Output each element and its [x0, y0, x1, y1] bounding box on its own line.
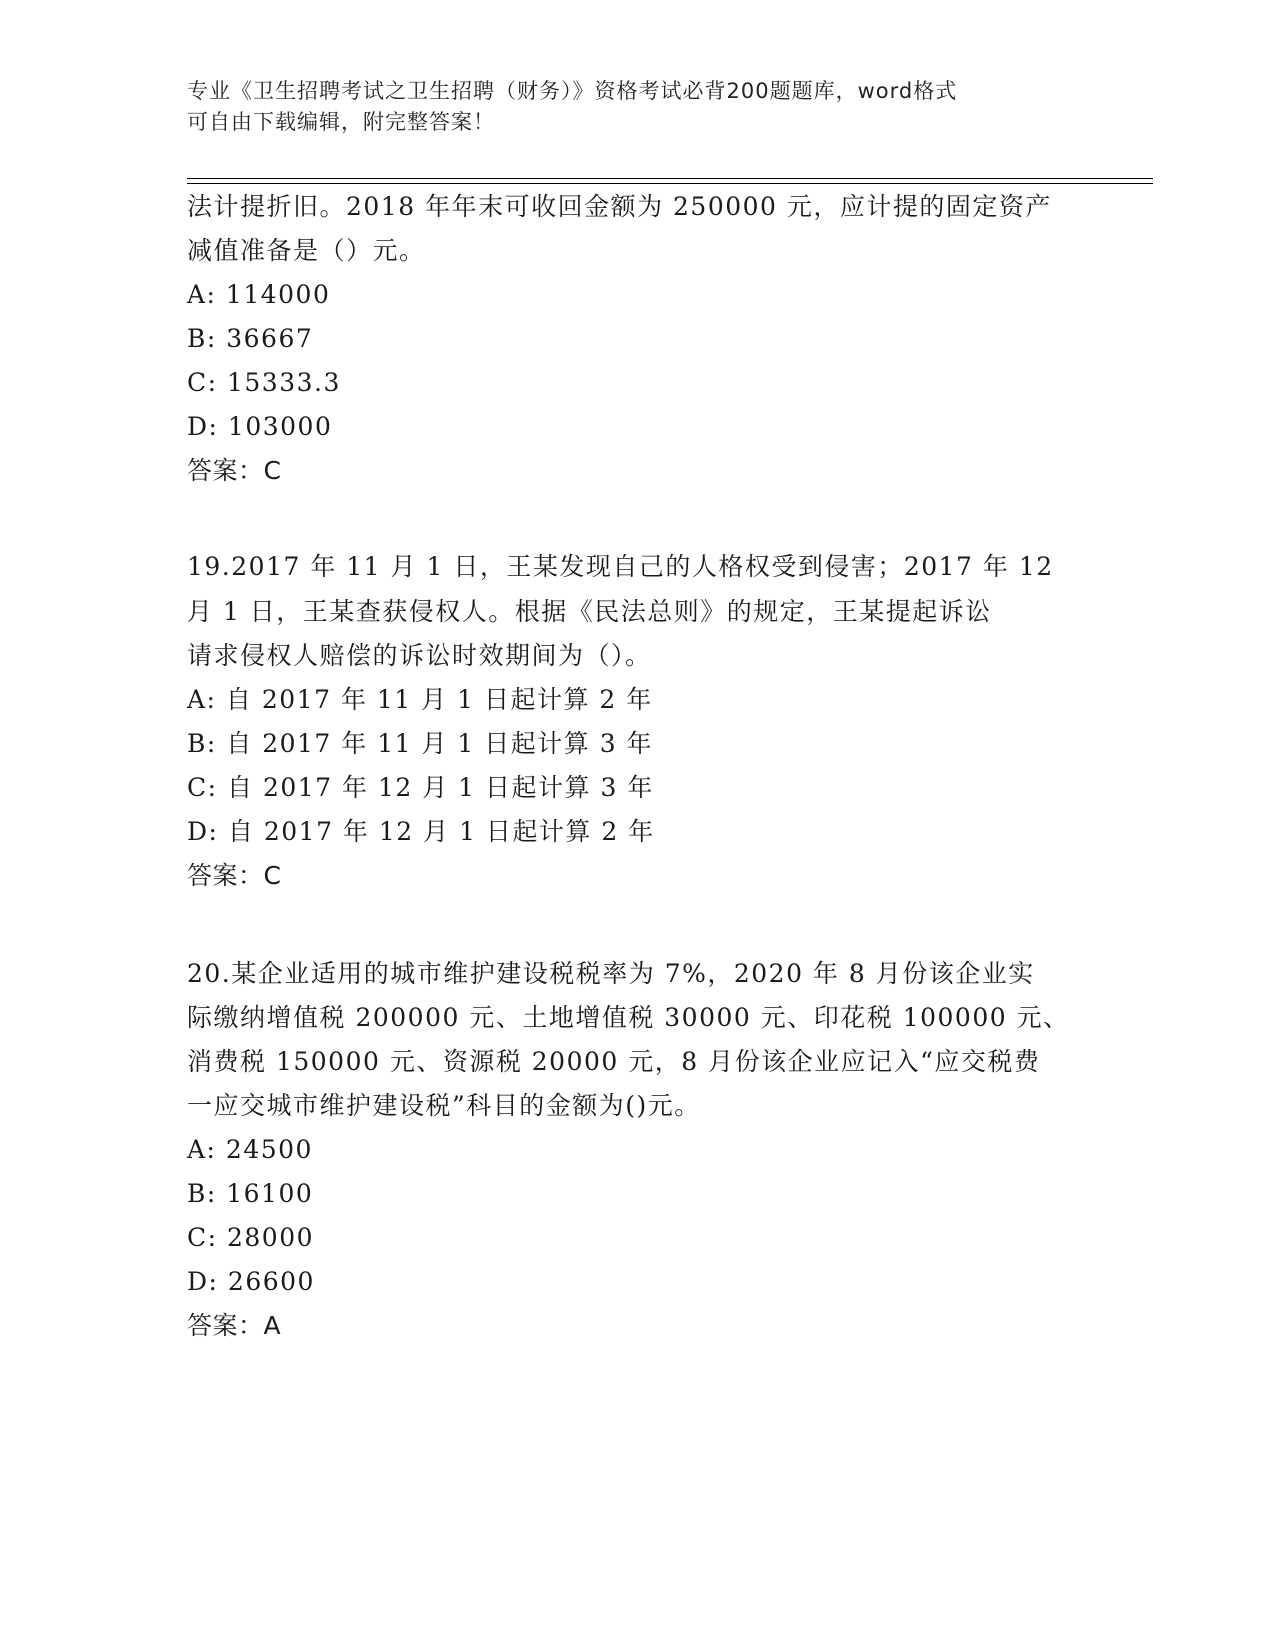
q20-text-line3: 消费税 150000 元、资源税 20000 元，8 月份该企业应记入“应交税费 — [187, 1047, 1041, 1076]
q19-text-line2: 月 1 日，王某查获侵权人。根据《民法总则》的规定，王某提起诉讼 — [187, 597, 992, 626]
header-divider-bottom — [187, 183, 1153, 184]
q20-option-c: C: 28000 — [187, 1223, 315, 1252]
q20-text-line4: 一应交城市维护建设税”科目的金额为()元。 — [187, 1091, 701, 1120]
q19-option-b: B: 自 2017 年 11 月 1 日起计算 3 年 — [187, 729, 654, 758]
q18-answer: 答案：C — [187, 456, 282, 485]
q19-text-line1: 19.2017 年 11 月 1 日，王某发现自己的人格权受到侵害；2017 年 12 — [187, 552, 1054, 581]
q20-option-d: D: 26600 — [187, 1267, 315, 1296]
q18-text-line1: 法计提折旧。2018 年年末可收回金额为 250000 元，应计提的固定资产 — [187, 192, 1052, 221]
header-title-line2: 可自由下载编辑，附完整答案！ — [187, 110, 495, 134]
q20-text-line1: 20.某企业适用的城市维护建设税税率为 7%，2020 年 8 月份该企业实 — [187, 959, 1035, 988]
q19-answer: 答案：C — [187, 861, 282, 890]
header-title-line1: 专业《卫生招聘考试之卫生招聘（财务）》资格考试必背200题题库，word格式 — [187, 79, 958, 103]
q20-answer: 答案：A — [187, 1311, 282, 1340]
q18-text-line2: 减值准备是（）元。 — [187, 236, 426, 265]
q19-option-c: C: 自 2017 年 12 月 1 日起计算 3 年 — [187, 773, 654, 802]
q18-option-d: D: 103000 — [187, 412, 333, 441]
q20-text-line2: 际缴纳增值税 200000 元、土地增值税 30000 元、印花税 100000 元、 — [187, 1003, 1070, 1032]
q18-option-c: C: 15333.3 — [187, 368, 341, 397]
q20-option-a: A: 24500 — [187, 1135, 313, 1164]
q19-text-line3: 请求侵权人赔偿的诉讼时效期间为（）。 — [187, 641, 652, 670]
q20-option-b: B: 16100 — [187, 1179, 314, 1208]
q19-option-a: A: 自 2017 年 11 月 1 日起计算 2 年 — [187, 685, 653, 714]
document-header — [187, 76, 1067, 138]
header-divider-top — [187, 178, 1153, 179]
q18-option-b: B: 36667 — [187, 324, 314, 353]
q18-option-a: A: 114000 — [187, 280, 331, 309]
q19-option-d: D: 自 2017 年 12 月 1 日起计算 2 年 — [187, 817, 655, 846]
